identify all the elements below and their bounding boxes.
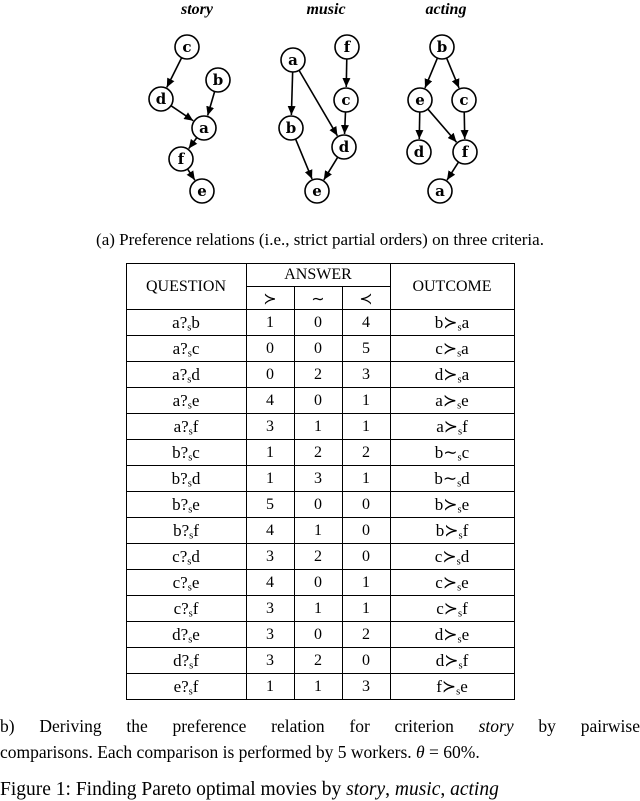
criterion-subscript: s [188, 426, 193, 438]
answer-precedes-cell: 0 [342, 544, 390, 570]
table-row [126, 336, 514, 362]
node-label-story-c: c [182, 38, 192, 57]
item-left: a [435, 390, 443, 410]
node-label-music-b: b [285, 119, 297, 138]
criterion-subscript: s [457, 322, 462, 334]
answer-succeeds-cell: 1 [246, 440, 294, 466]
answer-precedes-cell: 3 [342, 674, 390, 700]
preference-graphs [0, 0, 640, 222]
answer-precedes-cell: 1 [342, 596, 390, 622]
relation-symbol: ≻ [444, 520, 459, 541]
answer-precedes-cell: 2 [342, 440, 390, 466]
outcome-cell [390, 648, 514, 674]
criterion-subscript: s [457, 582, 462, 594]
item-left: d [434, 624, 444, 644]
answer-header: ANSWER [246, 264, 390, 287]
edge-music-d-e [324, 157, 338, 180]
table-row [126, 674, 514, 700]
graph-title-music: music [306, 1, 346, 18]
answer-succeeds-cell: 4 [246, 518, 294, 544]
criterion-subscript: s [187, 400, 192, 412]
precedes-symbol-header: ≺ [342, 287, 390, 310]
similar-symbol-header: ∼ [294, 287, 342, 310]
answer-precedes-cell: 3 [342, 362, 390, 388]
answer-succeeds-cell: 3 [246, 414, 294, 440]
answer-succeeds-cell: 4 [246, 388, 294, 414]
criterion-subscript: s [187, 322, 192, 334]
item-right: f [462, 650, 469, 670]
item-right: d [191, 468, 201, 488]
criterion-subscript: s [188, 608, 193, 620]
relation-symbol: ≻ [443, 364, 458, 385]
question-cell [126, 388, 246, 414]
criterion-subscript: s [457, 400, 462, 412]
italic-text: θ [416, 742, 425, 762]
relation-symbol: ? [180, 442, 189, 462]
relation-symbol: ? [181, 416, 189, 436]
criterion-subscript: s [457, 348, 462, 360]
outcome-cell [390, 674, 514, 700]
answer-succeeds-cell: 5 [246, 492, 294, 518]
criterion-subscript: s [187, 374, 192, 386]
answer-precedes-cell: 1 [342, 570, 390, 596]
criterion-subscript: s [456, 686, 461, 698]
answer-similar-cell: 2 [294, 648, 342, 674]
item-right: f [193, 520, 199, 540]
criterion-subscript: s [458, 426, 463, 438]
caption-a [0, 230, 640, 250]
relation-symbol: ? [181, 676, 189, 696]
outcome-cell [390, 492, 514, 518]
node-label-acting-d: d [413, 143, 425, 162]
relation-symbol: ≻ [443, 494, 458, 515]
item-right: f [192, 676, 199, 696]
question-cell [126, 648, 246, 674]
item-right: f [462, 520, 469, 540]
answer-similar-cell: 2 [294, 362, 342, 388]
answer-similar-cell: 2 [294, 544, 342, 570]
node-label-acting-e: e [415, 91, 425, 110]
item-left: c [435, 572, 443, 592]
item-right: c [191, 338, 200, 358]
node-label-music-d: d [338, 138, 350, 157]
item-right: e [461, 494, 470, 514]
answer-precedes-cell: 0 [342, 492, 390, 518]
node-label-story-a: a [199, 119, 209, 138]
question-cell [126, 596, 246, 622]
question-header: QUESTION [126, 264, 246, 310]
edge-story-c-d [167, 58, 182, 88]
outcome-cell [390, 518, 514, 544]
edge-acting-b-c [447, 58, 459, 88]
answer-succeeds-cell: 4 [246, 570, 294, 596]
criterion-subscript: s [188, 634, 193, 646]
text-run: , [440, 779, 451, 800]
relation-symbol: ? [180, 494, 189, 514]
outcome-cell [390, 310, 514, 336]
item-right: f [192, 598, 199, 618]
answer-similar-cell: 3 [294, 466, 342, 492]
node-label-story-d: d [155, 90, 167, 109]
item-left: d [173, 650, 182, 670]
item-right: f [193, 650, 199, 670]
question-cell [126, 440, 246, 466]
caption-b-line-2 [0, 739, 640, 765]
edge-story-a-f [189, 138, 197, 149]
node-label-story-f: f [177, 150, 185, 169]
item-left: b [434, 442, 444, 462]
edge-music-a-d [299, 70, 337, 135]
answer-succeeds-cell: 3 [246, 596, 294, 622]
relation-symbol: ? [181, 520, 190, 540]
caption-b-line-1 [0, 713, 640, 739]
question-cell [126, 414, 246, 440]
item-right: c [192, 442, 200, 462]
relation-symbol: ≻ [443, 598, 458, 619]
relation-symbol: ≻ [442, 572, 458, 593]
table-row [126, 492, 514, 518]
answer-similar-cell: 1 [294, 596, 342, 622]
answer-similar-cell: 0 [294, 310, 342, 336]
item-left: b [171, 468, 181, 488]
node-label-story-e: e [197, 182, 207, 201]
answer-similar-cell: 1 [294, 414, 342, 440]
answer-succeeds-cell: 3 [246, 622, 294, 648]
node-label-music-f: f [343, 38, 351, 57]
edge-music-c-d [345, 112, 346, 134]
relation-symbol: ? [180, 624, 189, 644]
item-right: e [191, 390, 200, 410]
relation-symbol: ≻ [442, 390, 458, 411]
item-left: c [436, 598, 444, 618]
text-run: (a) Preference relations (i.e., strict partial orders) on three criteria. [96, 230, 544, 249]
table-row [126, 596, 514, 622]
item-left: e [173, 676, 182, 696]
item-right: e [192, 494, 200, 514]
item-left: b [434, 312, 444, 332]
relation-symbol: ? [179, 312, 188, 332]
item-right: f [462, 598, 468, 618]
outcome-cell [390, 596, 514, 622]
criterion-subscript: s [188, 452, 193, 464]
italic-text: story [346, 779, 386, 800]
answer-similar-cell: 0 [294, 622, 342, 648]
node-label-acting-b: b [436, 38, 448, 57]
criterion-subscript: s [457, 478, 462, 490]
criterion-subscript: s [457, 504, 462, 516]
text-run: , [385, 779, 395, 800]
item-left: a [172, 338, 181, 358]
criterion-subscript: s [457, 634, 462, 646]
caption-b [0, 713, 640, 765]
answer-succeeds-cell: 3 [246, 648, 294, 674]
answer-precedes-cell: 1 [342, 388, 390, 414]
edge-music-b-e [296, 139, 312, 179]
criterion-subscript: s [187, 556, 192, 568]
relation-symbol: ? [179, 546, 188, 566]
question-cell [126, 336, 246, 362]
answer-succeeds-cell: 0 [246, 362, 294, 388]
item-right: a [461, 312, 470, 332]
succeeds-symbol-header: ≻ [246, 287, 294, 310]
relation-symbol: ≻ [443, 416, 458, 437]
outcome-cell [390, 570, 514, 596]
outcome-cell [390, 362, 514, 388]
item-right: a [461, 338, 469, 358]
item-right: e [191, 572, 200, 592]
node-label-music-c: c [341, 91, 351, 110]
edge-story-f-e [188, 169, 195, 180]
table-row [126, 310, 514, 336]
question-cell [126, 466, 246, 492]
item-left: b [173, 520, 182, 540]
outcome-cell [390, 414, 514, 440]
graph-title-acting: acting [425, 1, 467, 18]
table-row [126, 466, 514, 492]
criterion-subscript: s [187, 478, 192, 490]
item-left: a [172, 312, 180, 332]
item-right: f [192, 416, 199, 436]
item-right: e [461, 624, 470, 644]
table-row [126, 362, 514, 388]
relation-symbol: ∼ [443, 442, 458, 463]
item-left: b [435, 520, 445, 540]
outcome-header: OUTCOME [390, 264, 514, 310]
item-right: e [461, 572, 469, 592]
relation-symbol: ? [180, 468, 188, 488]
table-row [126, 622, 514, 648]
criterion-subscript: s [188, 504, 193, 516]
node-label-story-b: b [212, 71, 224, 90]
item-left: a [172, 390, 181, 410]
text-run: by pairwise [513, 716, 640, 736]
criterion-subscript: s [456, 556, 461, 568]
edge-music-f-c [346, 59, 347, 87]
relation-symbol: ≻ [441, 676, 457, 697]
criterion-subscript: s [188, 686, 193, 698]
item-left: c [434, 546, 443, 566]
node-label-music-a: a [288, 51, 298, 70]
criterion-subscript: s [457, 452, 462, 464]
answer-precedes-cell: 1 [342, 414, 390, 440]
edge-music-a-b [291, 72, 292, 115]
answer-similar-cell: 1 [294, 518, 342, 544]
item-right: d [460, 546, 470, 566]
node-label-music-e: e [312, 182, 322, 201]
answer-similar-cell: 0 [294, 388, 342, 414]
item-right: d [191, 364, 200, 384]
item-left: a [172, 364, 180, 384]
question-cell [126, 674, 246, 700]
item-right: e [460, 676, 468, 696]
answer-precedes-cell: 4 [342, 310, 390, 336]
item-left: c [435, 338, 443, 358]
question-cell [126, 544, 246, 570]
answer-succeeds-cell: 1 [246, 466, 294, 492]
answer-precedes-cell: 2 [342, 622, 390, 648]
answer-succeeds-cell: 0 [246, 336, 294, 362]
answer-similar-cell: 0 [294, 570, 342, 596]
item-left: d [435, 650, 445, 670]
relation-symbol: ≻ [443, 312, 458, 333]
answer-precedes-cell: 0 [342, 518, 390, 544]
outcome-cell [390, 440, 514, 466]
item-left: b [172, 494, 181, 514]
item-left: b [434, 494, 444, 514]
relation-symbol: ≻ [442, 546, 457, 567]
answer-similar-cell: 1 [294, 674, 342, 700]
relation-symbol: ? [179, 364, 188, 384]
header-row-1 [126, 264, 514, 287]
item-right: c [461, 442, 470, 462]
text-run: Figure 1: Finding Pareto optimal movies by [0, 779, 347, 800]
table-row [126, 440, 514, 466]
answer-similar-cell: 2 [294, 440, 342, 466]
criterion-subscript: s [457, 374, 462, 386]
answer-similar-cell: 0 [294, 492, 342, 518]
criterion-subscript: s [458, 660, 463, 672]
item-right: d [191, 546, 200, 566]
edge-acting-c-f [464, 112, 465, 139]
text-run: = 60%. [424, 742, 480, 762]
table-row [126, 648, 514, 674]
criterion-subscript: s [189, 530, 194, 542]
outcome-cell [390, 544, 514, 570]
node-label-acting-c: c [459, 91, 469, 110]
text-run: comparisons. Each comparison is performed by 5 workers. [0, 742, 417, 762]
item-right: e [192, 624, 200, 644]
comparison-table-body [126, 310, 514, 700]
relation-symbol: ≻ [443, 624, 458, 645]
relation-symbol: ≻ [442, 338, 458, 359]
item-right: d [461, 468, 470, 488]
answer-precedes-cell: 1 [342, 466, 390, 492]
edge-story-d-a [171, 106, 193, 121]
italic-text: story [478, 716, 514, 736]
item-left: d [172, 624, 181, 644]
item-left: a [173, 416, 182, 436]
answer-succeeds-cell: 3 [246, 544, 294, 570]
criterion-subscript: s [189, 660, 194, 672]
item-left: d [434, 364, 444, 384]
relation-symbol: ≻ [444, 650, 459, 671]
answer-similar-cell: 0 [294, 336, 342, 362]
outcome-cell [390, 388, 514, 414]
answer-succeeds-cell: 1 [246, 310, 294, 336]
text-run: b) Deriving the preference relation for criterion [0, 716, 479, 736]
item-left: b [434, 468, 443, 488]
answer-precedes-cell: 5 [342, 336, 390, 362]
table-row [126, 518, 514, 544]
answer-precedes-cell: 0 [342, 648, 390, 674]
comparison-table [126, 263, 515, 700]
outcome-cell [390, 622, 514, 648]
table-row [126, 544, 514, 570]
node-label-acting-a: a [435, 182, 445, 201]
italic-text: music [394, 779, 441, 800]
relation-symbol: ∼ [442, 468, 458, 489]
relation-symbol: ? [181, 598, 189, 618]
table-row [126, 414, 514, 440]
item-right: e [461, 390, 469, 410]
outcome-cell [390, 466, 514, 492]
relation-symbol: ? [180, 390, 188, 410]
answer-succeeds-cell: 1 [246, 674, 294, 700]
question-cell [126, 622, 246, 648]
item-right: f [462, 416, 468, 436]
edge-acting-b-e [425, 58, 437, 88]
table-row [126, 570, 514, 596]
criterion-subscript: s [458, 530, 463, 542]
item-right: a [461, 364, 470, 384]
question-cell [126, 518, 246, 544]
item-left: c [172, 546, 180, 566]
comparison-table-head [126, 264, 514, 310]
item-left: a [436, 416, 444, 436]
item-left: f [436, 676, 442, 696]
question-cell [126, 570, 246, 596]
relation-symbol: ? [181, 650, 190, 670]
question-cell [126, 310, 246, 336]
item-right: b [191, 312, 200, 332]
table-row [126, 388, 514, 414]
edge-story-b-a [208, 92, 215, 116]
item-left: c [173, 598, 182, 618]
question-cell [126, 362, 246, 388]
criterion-subscript: s [187, 348, 192, 360]
node-label-acting-f: f [461, 143, 469, 162]
criterion-subscript: s [187, 582, 192, 594]
edge-acting-e-f [428, 109, 457, 142]
outcome-cell [390, 336, 514, 362]
figure-caption [0, 779, 640, 801]
item-left: b [172, 442, 181, 462]
relation-symbol: ? [180, 338, 188, 358]
item-left: c [172, 572, 181, 592]
edge-acting-f-a [447, 162, 459, 180]
edge-acting-e-d [419, 112, 420, 139]
relation-symbol: ? [180, 572, 188, 592]
graph-title-story: story [181, 1, 213, 18]
criterion-subscript: s [458, 608, 463, 620]
question-cell [126, 492, 246, 518]
italic-text: acting [450, 779, 499, 800]
